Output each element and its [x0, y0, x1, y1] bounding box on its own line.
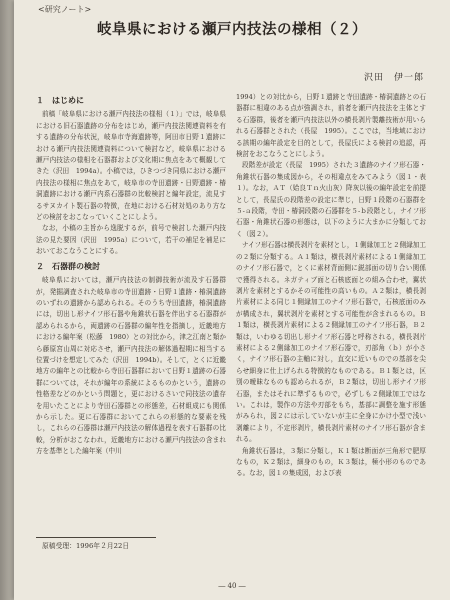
- paper-page: [14, 0, 450, 600]
- section-heading-intro: １ はじめに: [36, 96, 84, 105]
- body-paragraph: ナイフ形石器は横長剥片を素材とし，１側縁加工と２側縁加工の２類に分類する。Ａ１類は，横長剥片素材による１側縁加工のナイフ形石器で，とくに素材背面側に鋭部面の切り合い関係で獲得される。ネガティブ面と石核底面との組み合わせ，翼状剥片を素材とするかその可能性の高いもの。Ａ２類は，横長剥片素材による同じ１側縁加工のナイフ形石器で，石核底面のみが構成され，翼状剥片を素材とする可能性が含まれるもの。Ｂ１類は，横長剥片素材による２側縁加工のナイフ形石器，Ｂ２類は，いわゆる切出し形ナイフ形石器と呼称される，横長剥片素材による２側縁加工のナイフ形石器で，刃部角（ｂ）が小さく，ナイフ形石器の主軸に対し，直交に近いものでの基部を尖らせ細身に仕上げられる特徴的なものである。Ｂ１類とは，区別の曖昧なものも認められるが，Ｂ２類は，切出し形ナイフ形石器，またはそれに準ずるもので，必ずしも２側縁加工ではない。これは，製作の方法や刃部をもち，基部に調整を施す形態がみられ，図２には示していないが主に全身にかけ小型で浅い剥離により，不定形剥片，横長剥片素材のナイフ形石器が含まれる。: [236, 241, 426, 444]
- body-paragraph: 1994）との対比から，日野１遺跡と寺田遺跡・椿洞遺跡との石器群に相違のある点が強調され，前者を瀬戸内技法を主体とする石器群，後者を瀬戸内技法以外の横長剥片製離技術が用いられる石器群とされた（長屋 1995）。ここでは，当地域における該期の編年設定を目的として，長屋氏による検討の追認，再検討をおこなうことにしよう。: [236, 93, 426, 159]
- body-paragraph: 段階差が設定（長屋 1995）された３遺跡のナイフ形石器・角錐状石器の集成図から，その相違点をみてみよう（図１・表１）。なお，ＡＴ（姶良Ｔｎ火山灰）降灰以後の編年設定を前提として，長屋氏の段階差の設定に準じ，日野１段階の石器群を５-ａ段階，寺田・椿洞段階の石器群を５-ｂ段階とし，ナイフ形石器・角錐状石器の形態は，以下のように大まかに分類しておく（図２）。: [236, 161, 426, 238]
- author-name: 沢田 伊一郎: [363, 73, 424, 83]
- body-paragraph: 角錐状石器は，３類に分類し，Ｋ１類は断面が三角形で肥厚なもの，Ｋ２類は，細身のもの，Ｋ３類は，極小形のものである。なお，図１の集成図，および表: [236, 446, 426, 478]
- analysis-paragraph: 岐阜県においては，瀬戸内技法の制御技術が流及す石器群が，発掘調査された岐阜市の寺田遺跡・日野１遺跡・椿洞遺跡のいずれの遺跡から認められる。そのうち寺田遺跡，椿洞遺跡には，切出し形ナイフ形石器や角錐状石器を伴出する石器群が認められるから，両遺跡の石器群の編年性を指摘し，近畿地方における編年案（松藤 1980）との対比から，津之江南と類から藤原宮山周に対応させ，瀬戸内技法の解体過程期に相当する位置づけを想定してみた（沢田 1994b）。そして，とくに近畿地方の編年との比較から寺田石器群において日野１遺跡の石器群については，それが編年の系統によるものかという，遺跡の性格差などのかという問題と，更におけるさいで同技法の遺存を用いたことにより寺田石器群との形態差，石材組成にも関係から示した。更に石器群においてこれらの形態的な要素を残し，これらの石器群は瀬戸内技法の解体過程を表す石器群の比較，分析がおこなわれ，近畿地方における瀬戸内技法の含まれ方を基準とした編年案（中川: [36, 276, 226, 456]
- article-title: 岐阜県における瀬戸内技法の様相（２）: [97, 22, 367, 38]
- footnote-rule: [36, 537, 156, 538]
- received-date: 原稿受理：1996年２月22日: [42, 542, 130, 550]
- intro-paragraph: 前稿「岐阜県における瀬戸内技法の様相（１）」では，岐阜県における旧石器遺跡の分布をはじめ，瀬戸内技法関連資料を有する遺跡の分布状況，岐阜市寺海遺跡等，阿田市日野１遺跡における瀬戸内技法関連資料について検討など，岐阜県における瀬戸内技法の様相を石器群および文化期に焦点をあて概観してきた（沢田 1994a）。小稿では，ひきつづき同県における瀬戸内技法の様相に焦点をあて，岐阜市の寺田遺跡・日野遺跡・椿洞遺跡における瀬戸内系石器群の比較検討と編年設定，流見するサヌカイト製石器の特徴，在地における石材対処のあり方などの検討をおこなっていくことにしよう。: [36, 110, 226, 222]
- right-column: [236, 92, 426, 480]
- series-label: <研究ノート>: [38, 5, 92, 14]
- section-heading-analysis: ２ 石器群の検討: [36, 261, 100, 271]
- page-number: ― 40 ―: [218, 582, 246, 590]
- left-column: [36, 92, 226, 458]
- intro-paragraph: なお，小稿の主旨から逸脱するが，前号で検討した瀬戸内技法の見た要因（沢田 1995a）について，若干の補足を補足においておこなうことにする。: [36, 224, 226, 256]
